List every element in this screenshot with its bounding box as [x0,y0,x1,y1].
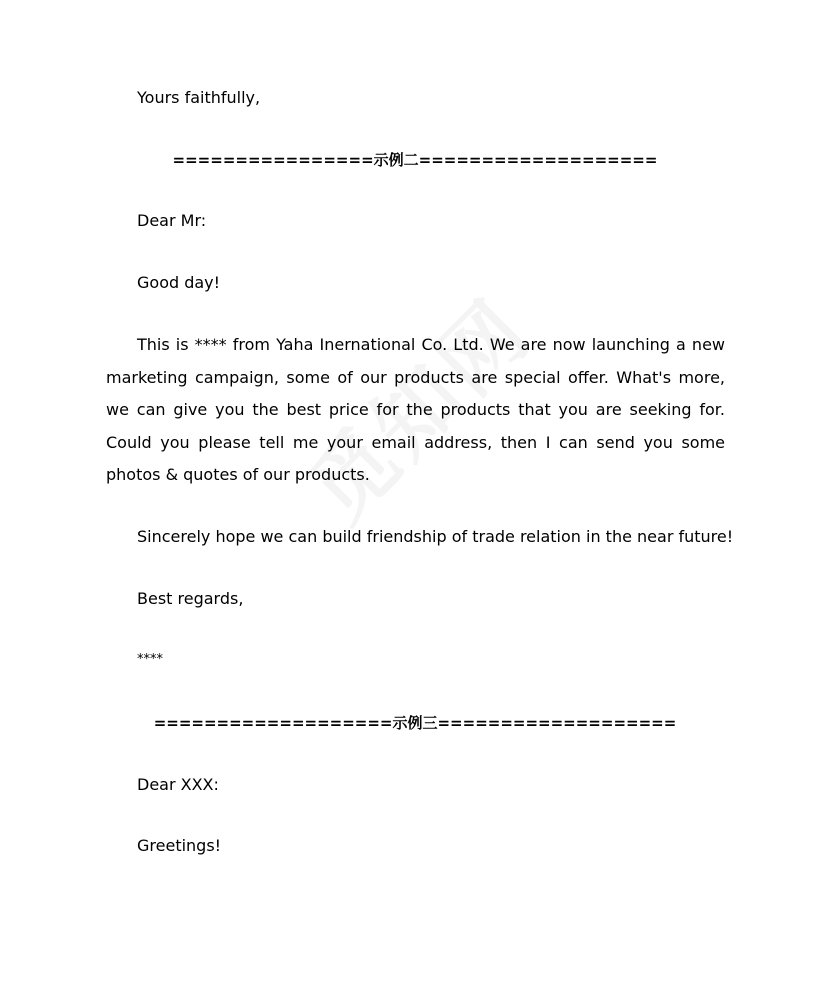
letter3-salutation: Dear XXX: [137,775,219,794]
letter1-closing: Yours faithfully, [137,88,261,107]
letter3-greeting: Greetings! [137,836,222,855]
letter2-signature: **** [137,652,163,667]
divider-example-3: ===================示例三=================== [153,714,677,732]
letter2-closing: Best regards, [137,589,244,608]
letter2-body: This is **** from Yaha Inernational Co. Ltd. We are now launching a new marketing campaign, some of our products are special offer. What's more, we can give you the best price for the products that you are seeking for. Could you please tell me your email address, then I can send you some photos & quotes of our products. [106,335,725,484]
letter2-salutation: Dear Mr: [137,211,207,230]
divider-example-2: ================示例二=================== [172,151,658,169]
letter2-greeting: Good day! [137,273,221,292]
letter2-hope: Sincerely hope we can build friendship of trade relation in the near future! [137,527,734,546]
